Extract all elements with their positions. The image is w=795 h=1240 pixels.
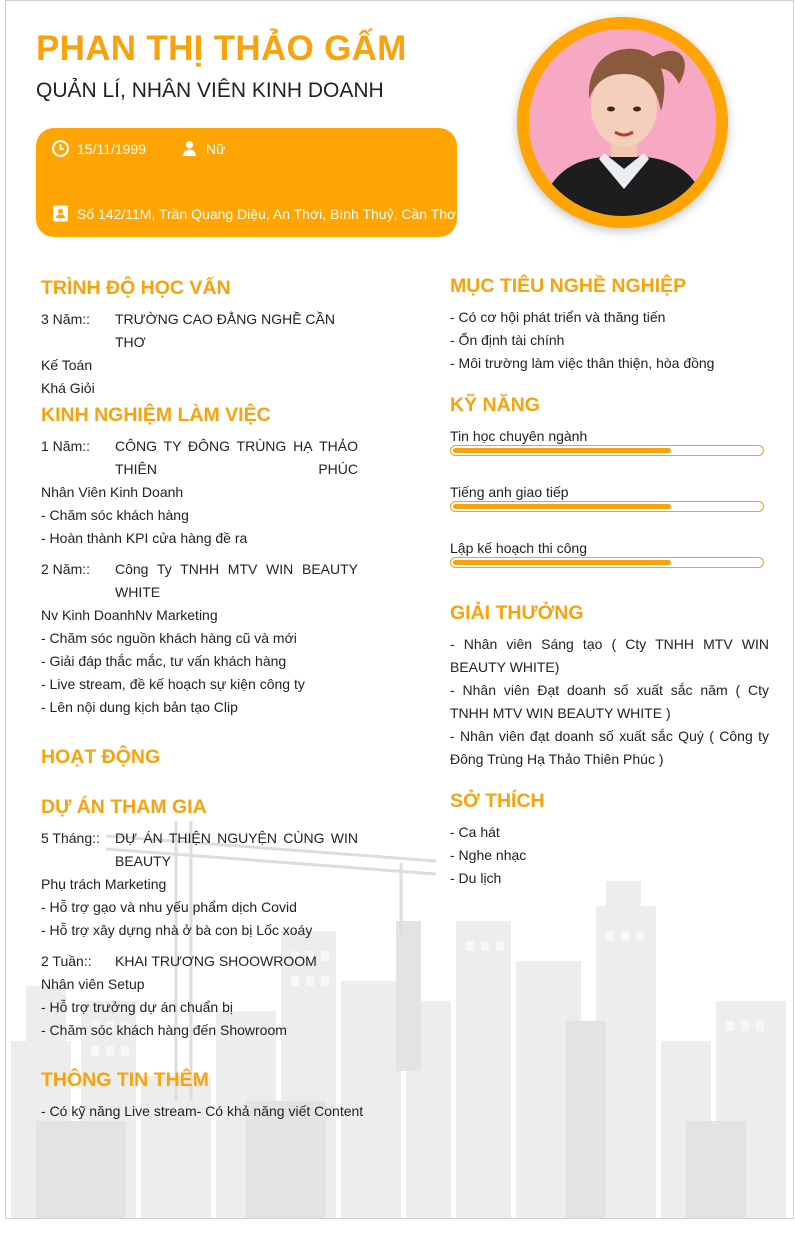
project-line: - Hỗ trợ xây dựng nhà ở bà con bị Lốc xoáy — [41, 922, 313, 938]
skill-item — [450, 425, 766, 465]
address-value: Số 142/11M, Trần Quang Diệu, An Thới, Bình Thuỷ, Cần Thơ — [77, 205, 457, 222]
awards-section — [450, 633, 769, 771]
gender-value: Nữ — [206, 140, 226, 157]
extra-info-text: - Có kỹ năng Live stream- Có khả năng viết Content — [41, 1103, 364, 1119]
hobby-item: - Du lịch — [450, 870, 502, 886]
education-school: TRƯỜNG CAO ĐẲNG NGHỀ CẦN THƠ — [115, 311, 335, 350]
experience-item-2 — [41, 558, 358, 719]
experience-line: - Hoàn thành KPI cửa hàng đề ra — [41, 530, 248, 546]
project-line: - Chăm sóc khách hàng đến Showroom — [41, 1022, 287, 1038]
gender-info — [181, 140, 225, 157]
experience-line: - Live stream, đề kế hoạch sự kiện công ty — [41, 676, 305, 692]
hobbies-section — [450, 821, 770, 890]
education-major: Kế Toán — [41, 357, 93, 373]
award-item: - Nhân viên Sáng tạo ( Cty TNHH MTV WIN BEAUTY WHITE) — [450, 636, 769, 675]
hobby-item: - Ca hát — [450, 824, 500, 840]
experience-heading: KINH NGHIỆM LÀM VIỆC — [41, 404, 271, 426]
projects-heading: DỰ ÁN THAM GIA — [41, 796, 207, 818]
project-line: Phụ trách Marketing — [41, 876, 167, 892]
project-name: DỰ ÁN THIỆN NGUYỆN CÙNG WIN BEAUTY — [115, 830, 358, 869]
skills-heading: KỸ NĂNG — [450, 394, 540, 416]
project-duration: 5 Tháng:: — [41, 830, 100, 846]
project-line: Nhân viên Setup — [41, 976, 145, 992]
birthday-info — [52, 140, 146, 157]
experience-line: Nhân Viên Kinh Doanh — [41, 484, 184, 500]
skill-item — [450, 481, 766, 521]
candidate-position: QUẢN LÍ, NHÂN VIÊN KINH DOANH — [36, 79, 384, 102]
experience-duration: 2 Năm:: — [41, 561, 91, 577]
experience-company: Công Ty TNHH MTV WIN BEAUTY WHITE — [115, 561, 358, 600]
user-icon — [181, 140, 198, 157]
personal-info-box — [36, 128, 457, 237]
skill-level-fill — [453, 448, 671, 453]
resume-page — [5, 0, 794, 1219]
education-section — [41, 308, 358, 400]
hobby-item: - Nghe nhạc — [450, 847, 527, 863]
profile-photo — [529, 29, 716, 216]
objective-line: - Ổn định tài chính — [450, 332, 565, 348]
objective-heading: MỤC TIÊU NGHỀ NGHIỆP — [450, 275, 687, 297]
activities-heading: HOẠT ĐỘNG — [41, 746, 161, 768]
award-item: - Nhân viên Đạt doanh số xuất sắc năm ( Cty TNHH MTV WIN BEAUTY WHITE ) — [450, 682, 769, 721]
address-info — [52, 205, 456, 222]
objective-line: - Môi trường làm việc thân thiện, hòa đồng — [450, 355, 715, 371]
education-duration: 3 Năm:: — [41, 311, 91, 327]
extra-info-heading: THÔNG TIN THÊM — [41, 1069, 209, 1091]
skill-name: Tin học chuyên ngành — [450, 428, 588, 444]
objective-line: - Có cơ hội phát triển và thăng tiến — [450, 309, 666, 325]
clock-icon — [52, 140, 69, 157]
skill-name: Tiếng anh giao tiếp — [450, 484, 569, 500]
skill-level-bar — [450, 445, 764, 456]
profile-photo-frame — [517, 17, 728, 228]
birthday-value: 15/11/1999 — [77, 140, 147, 157]
education-grade: Khá Giỏi — [41, 380, 95, 396]
experience-line: Nv Kinh DoanhNv Marketing — [41, 607, 218, 623]
contact-card-icon — [52, 205, 69, 222]
experience-line: - Lên nội dung kịch bản tạo Clip — [41, 699, 238, 715]
experience-company: CÔNG TY ĐÔNG TRÙNG HẠ THẢO THIÊN PHÚC — [115, 438, 358, 477]
award-item: - Nhân viên đạt doanh số xuất sắc Quý ( Công ty Đông Trùng Hạ Thảo Thiên Phúc ) — [450, 728, 769, 767]
hobbies-heading: SỞ THÍCH — [450, 790, 545, 812]
project-line: - Hỗ trợ gạo và nhu yếu phẩm dịch Covid — [41, 899, 297, 915]
education-heading: TRÌNH ĐỘ HỌC VẤN — [41, 277, 231, 299]
skill-level-bar — [450, 557, 764, 568]
project-duration: 2 Tuần:: — [41, 953, 92, 969]
experience-item-1 — [41, 435, 358, 550]
objective-section — [450, 306, 770, 375]
candidate-name: PHAN THỊ THẢO GẤM — [36, 29, 407, 68]
skill-item — [450, 537, 766, 577]
project-item-2 — [41, 950, 358, 1042]
experience-line: - Chăm sóc nguồn khách hàng cũ và mới — [41, 630, 297, 646]
project-name: KHAI TRƯƠNG SHOOWROOM — [115, 953, 317, 969]
skill-level-bar — [450, 501, 764, 512]
awards-heading: GIẢI THƯỞNG — [450, 602, 584, 624]
project-line: - Hỗ trợ trưởng dự án chuẩn bị — [41, 999, 233, 1015]
skill-level-fill — [453, 560, 671, 565]
skill-level-fill — [453, 504, 671, 509]
experience-line: - Giải đáp thắc mắc, tư vấn khách hàng — [41, 653, 287, 669]
education-item — [41, 308, 358, 354]
skill-name: Lập kế hoạch thi công — [450, 540, 587, 556]
project-item-1 — [41, 827, 358, 942]
experience-duration: 1 Năm:: — [41, 438, 91, 454]
experience-line: - Chăm sóc khách hàng — [41, 507, 189, 523]
